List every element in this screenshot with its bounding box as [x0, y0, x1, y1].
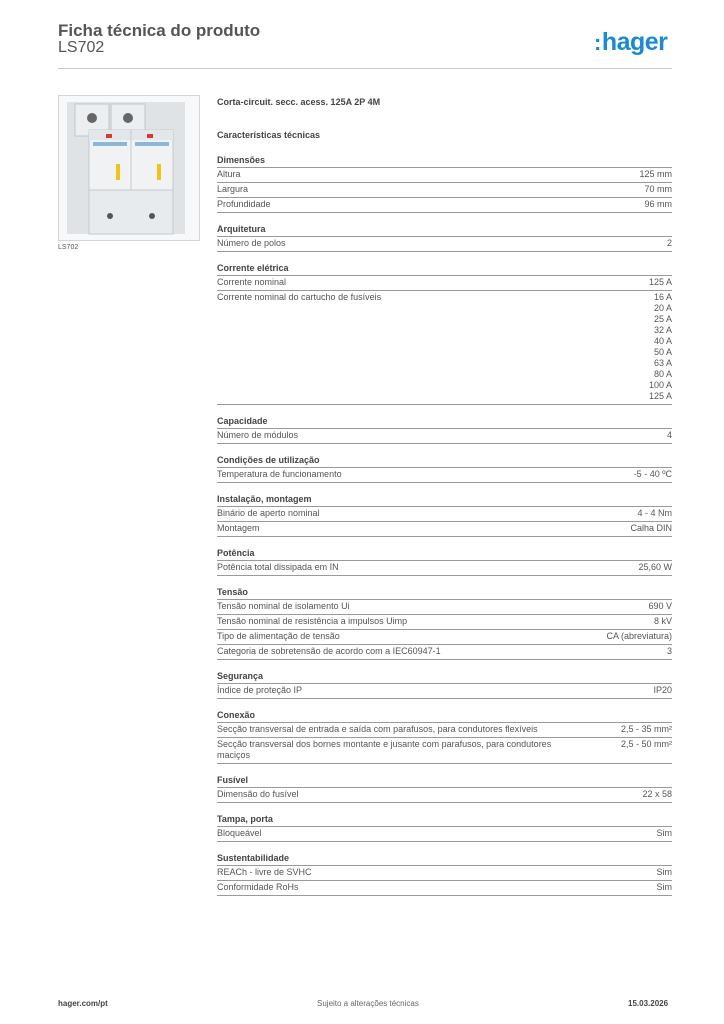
spec-row — [217, 684, 672, 699]
spec-label: Temperatura de funcionamento — [217, 469, 342, 479]
spec-section — [217, 709, 672, 764]
spec-label: Índice de proteção IP — [217, 685, 303, 695]
spec-row — [217, 738, 672, 764]
spec-row — [217, 507, 672, 522]
section-title: Corrente elétrica — [217, 262, 672, 276]
section-title: Condições de utilização — [217, 454, 672, 468]
spec-row — [217, 522, 672, 537]
spec-value: 3 — [666, 646, 672, 656]
spec-label: Montagem — [217, 523, 260, 533]
section-title: Instalação, montagem — [217, 493, 672, 507]
spec-row — [217, 615, 672, 630]
spec-value: Sim — [656, 867, 672, 877]
image-caption: LS702 — [58, 244, 79, 251]
spec-section — [217, 454, 672, 483]
spec-value: 4 - 4 Nm — [637, 508, 672, 518]
spec-value: 4 — [666, 430, 672, 440]
spec-label: Profundidade — [217, 199, 271, 209]
spec-section — [217, 547, 672, 576]
spec-section — [217, 774, 672, 803]
spec-row — [217, 291, 672, 405]
spec-section — [217, 586, 672, 660]
spec-label: Número de polos — [217, 238, 286, 248]
hager-logo: :hager — [594, 28, 668, 56]
spec-value: 100 A — [648, 380, 672, 390]
spec-value: 50 A — [653, 347, 672, 357]
spec-value: 2,5 - 50 mm² — [620, 739, 672, 749]
spec-label: Secção transversal dos bornes montante e jusante com parafusos, para condutores maciços — [217, 739, 552, 760]
spec-row — [217, 429, 672, 444]
footer-notice: Sujeito a alterações técnicas — [317, 999, 419, 1008]
spec-row — [217, 600, 672, 615]
spec-row — [217, 866, 672, 881]
product-description: Corta-circuit. secc. acess. 125A 2P 4M — [217, 97, 381, 107]
spec-value: IP20 — [653, 685, 672, 695]
spec-row — [217, 468, 672, 483]
fuse-holder-illustration — [59, 96, 199, 240]
spec-row — [217, 198, 672, 213]
spec-value: CA (abreviatura) — [606, 631, 672, 641]
spec-label: Tensão nominal de isolamento Ui — [217, 601, 350, 611]
spec-value: 32 A — [653, 325, 672, 335]
spec-section — [217, 852, 672, 896]
spec-value: 16 A — [653, 292, 672, 302]
spec-row — [217, 561, 672, 576]
spec-value: 8 kV — [653, 616, 672, 626]
spec-row — [217, 827, 672, 842]
spec-row — [217, 237, 672, 252]
spec-row — [217, 788, 672, 803]
spec-value: 96 mm — [644, 199, 672, 209]
spec-row — [217, 881, 672, 896]
spec-label: Altura — [217, 169, 241, 179]
product-image — [58, 95, 200, 241]
section-title: Potência — [217, 547, 672, 561]
section-title: Arquitetura — [217, 223, 672, 237]
spec-value: 20 A — [653, 303, 672, 313]
spec-label: Tensão nominal de resistência a impulsos Uimp — [217, 616, 408, 626]
section-title: Tensão — [217, 586, 672, 600]
spec-value: 2,5 - 35 mm² — [620, 724, 672, 734]
spec-value: 63 A — [653, 358, 672, 368]
spec-section — [217, 813, 672, 842]
spec-label: Binário de aperto nominal — [217, 508, 320, 518]
spec-label: Dimensão do fusível — [217, 789, 299, 799]
spec-section — [217, 154, 672, 213]
section-title: Dimensões — [217, 154, 672, 168]
section-title: Sustentabilidade — [217, 852, 672, 866]
spec-label: Conformidade RoHs — [217, 882, 299, 892]
spec-label: Potência total dissipada em IN — [217, 562, 339, 572]
spec-label: Número de módulos — [217, 430, 299, 440]
spec-section — [217, 262, 672, 405]
spec-section — [217, 415, 672, 444]
spec-row — [217, 723, 672, 738]
spec-value: 25 A — [653, 314, 672, 324]
spec-row — [217, 276, 672, 291]
section-title: Tampa, porta — [217, 813, 672, 827]
spec-value: 2 — [666, 238, 672, 248]
spec-label: Corrente nominal — [217, 277, 287, 287]
spec-label: REACh - livre de SVHC — [217, 867, 312, 877]
spec-label: Secção transversal de entrada e saída com parafusos, para condutores flexíveis — [217, 724, 538, 734]
spec-value: 125 A — [648, 391, 672, 401]
spec-value: Sim — [656, 882, 672, 892]
spec-label: Categoria de sobretensão de acordo com a IEC60947-1 — [217, 646, 441, 656]
footer-website-link[interactable]: hager.com/pt — [58, 999, 108, 1008]
spec-value: 40 A — [653, 336, 672, 346]
spec-value: 25,60 W — [638, 562, 672, 572]
spec-value: 125 A — [648, 277, 672, 287]
section-title: Capacidade — [217, 415, 672, 429]
spec-value-list — [649, 292, 672, 402]
spec-value: -5 - 40 ºC — [633, 469, 672, 479]
spec-row — [217, 645, 672, 660]
spec-label: Largura — [217, 184, 249, 194]
spec-value: Sim — [656, 828, 672, 838]
spec-row — [217, 168, 672, 183]
spec-value: 80 A — [653, 369, 672, 379]
spec-section — [217, 493, 672, 537]
spec-value: 22 x 58 — [642, 789, 672, 799]
footer-date: 15.03.2026 — [628, 999, 669, 1008]
logo-text: hager — [601, 28, 668, 56]
spec-value: 690 V — [648, 601, 672, 611]
spec-label: Bloqueável — [217, 828, 262, 838]
spec-label: Corrente nominal do cartucho de fusíveis — [217, 292, 382, 302]
product-reference: LS702 — [58, 39, 105, 56]
spec-row — [217, 183, 672, 198]
spec-row — [217, 630, 672, 645]
spec-value: 125 mm — [639, 169, 672, 179]
spec-label: Tipo de alimentação de tensão — [217, 631, 340, 641]
page-title: Ficha técnica do produto — [58, 21, 261, 40]
spec-section — [217, 223, 672, 252]
spec-section — [217, 670, 672, 699]
section-title: Conexão — [217, 709, 672, 723]
spec-value: 70 mm — [644, 184, 672, 194]
section-title: Segurança — [217, 670, 672, 684]
spec-value: Calha DIN — [630, 523, 672, 533]
characteristics-heading: Características técnicas — [217, 130, 321, 140]
header-divider — [58, 68, 672, 69]
specifications-table — [217, 154, 672, 906]
section-title: Fusível — [217, 774, 672, 788]
